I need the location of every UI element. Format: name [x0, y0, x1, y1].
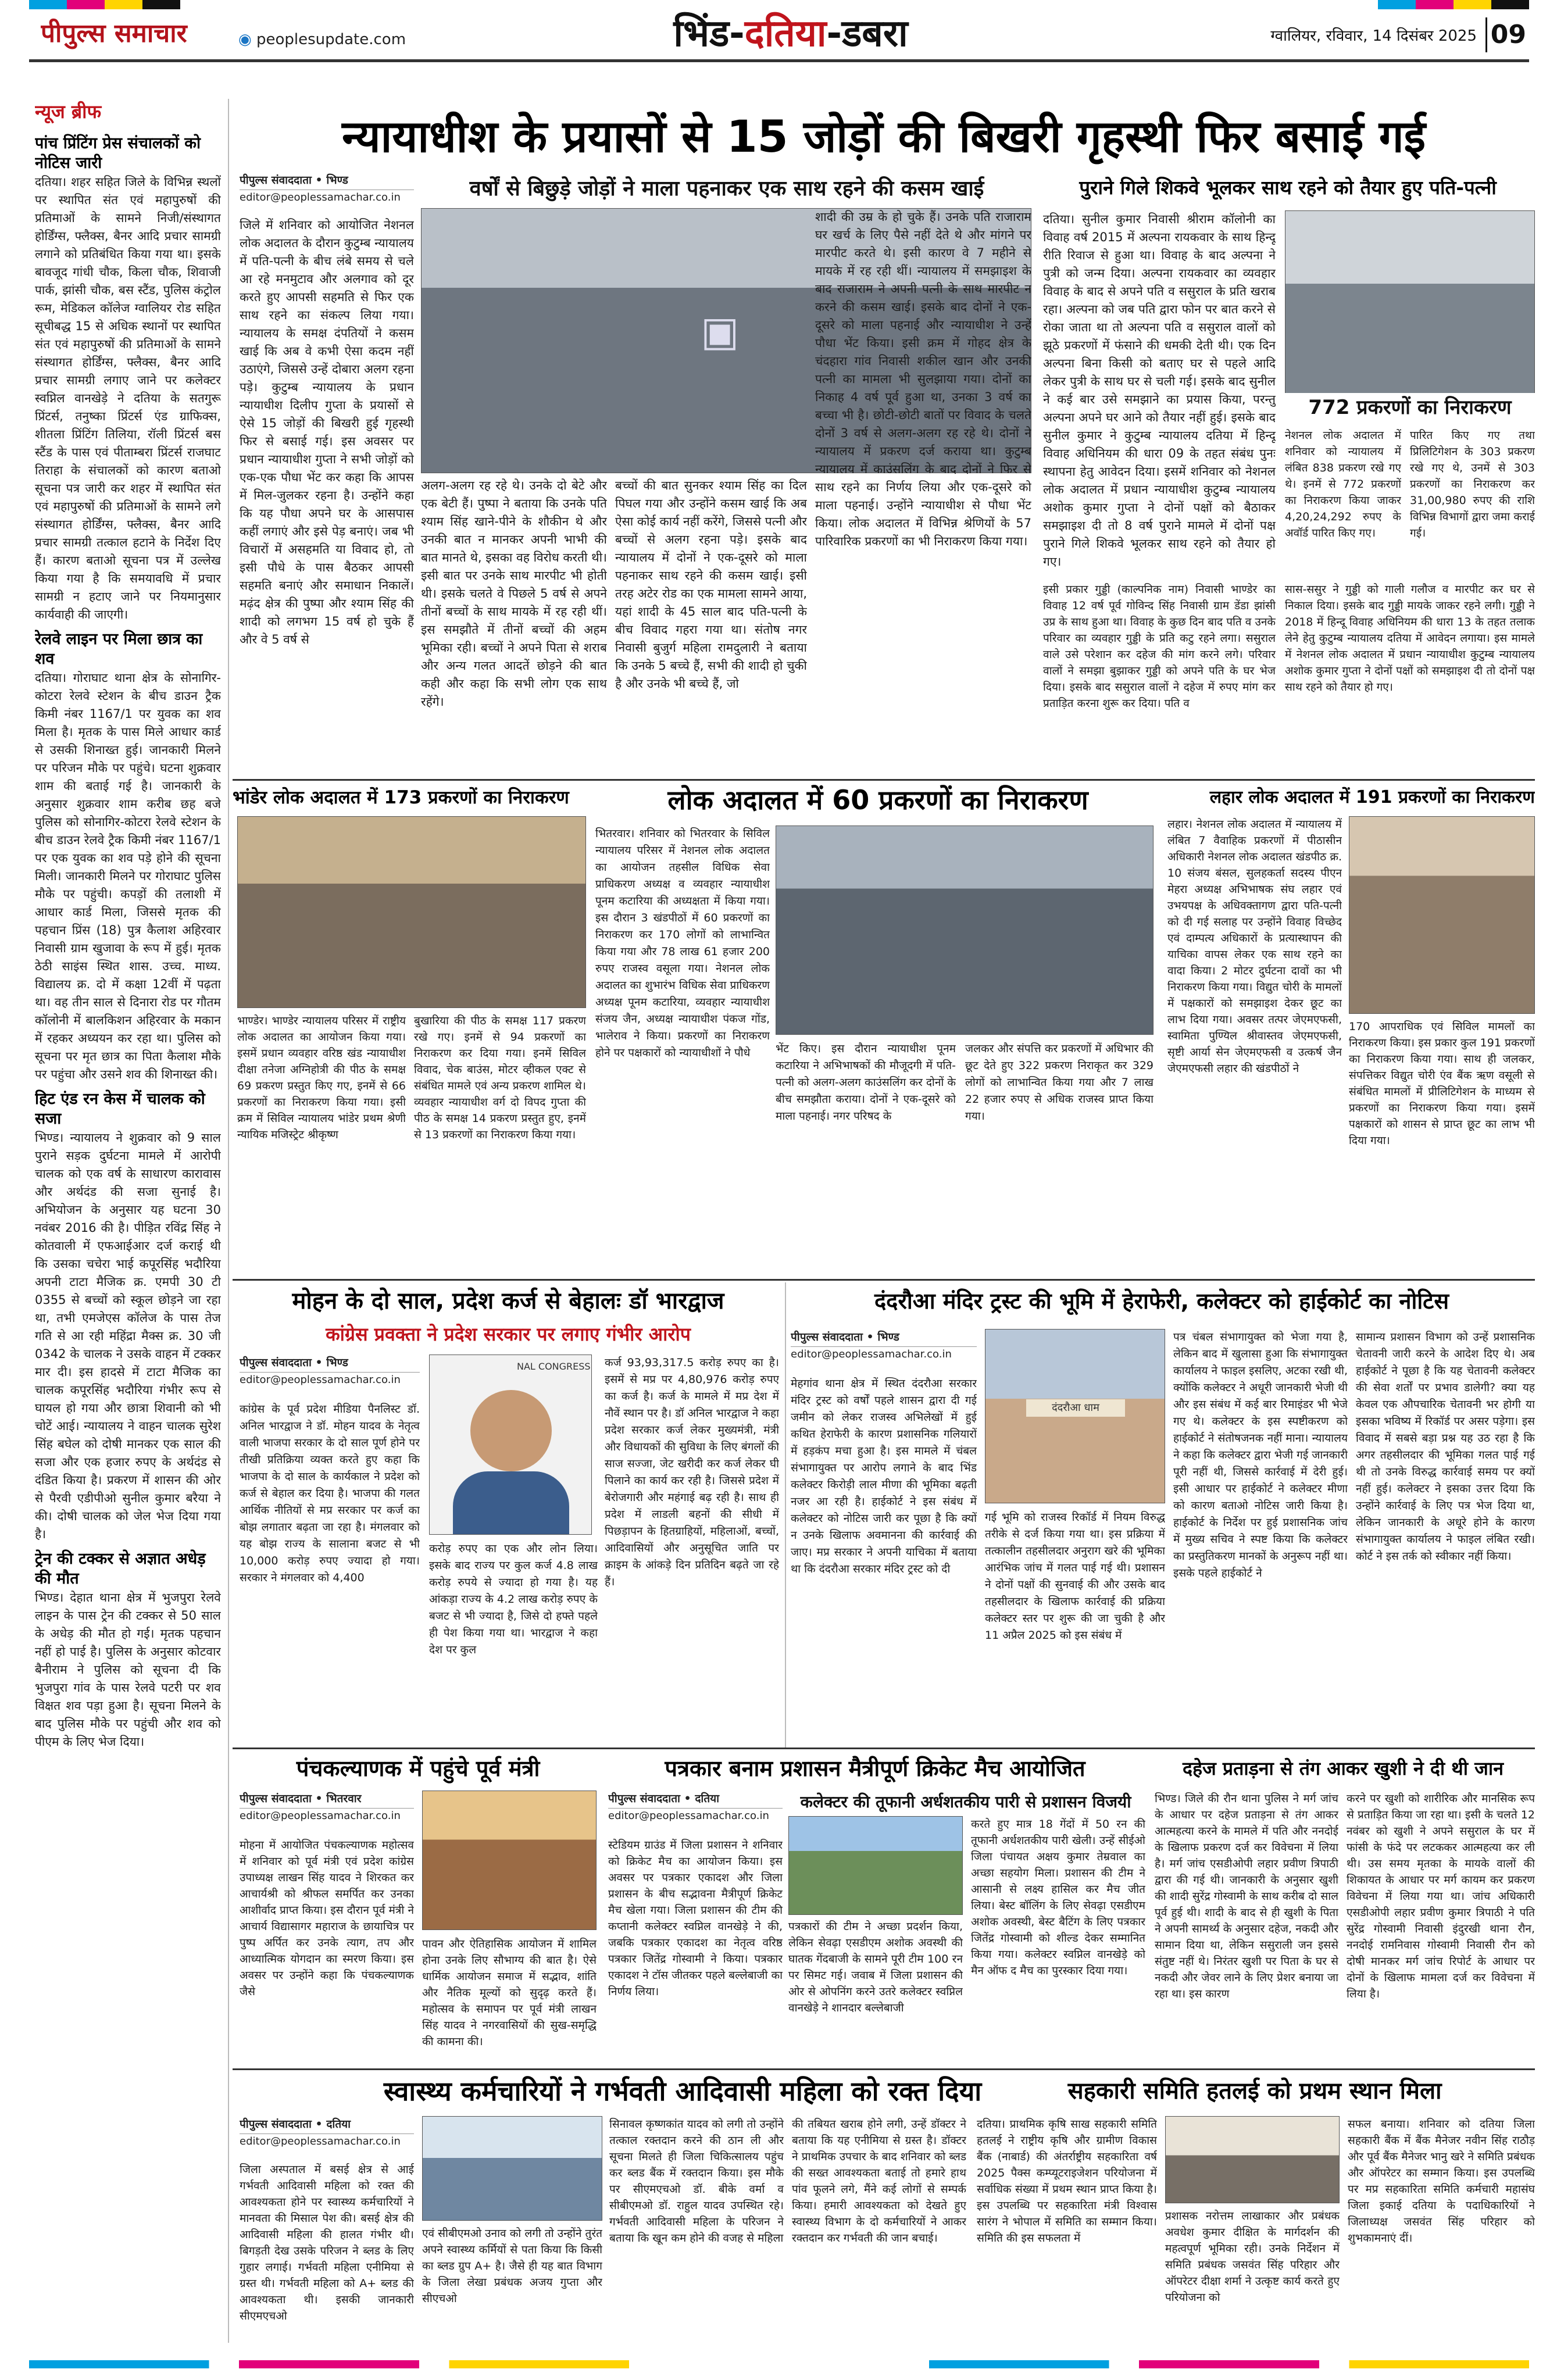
section-datia: दतिया: [744, 12, 827, 55]
cricket-headline[interactable]: पत्रकार बनाम प्रशासन मैत्रीपूर्ण क्रिकेट मैच आयोजित: [665, 1756, 1085, 1781]
health-headline[interactable]: स्वास्थ्य कर्मचारियों ने गर्भवती आदिवासी महिला को रक्त दिया: [383, 2075, 982, 2107]
right-column-3: पारित किए गए तथा प्रिलिटिगेशन के 303 प्रकरण रखे गए थे, उनमें से 303 प्रकरणों का निराकरण कर 31,00,980 रुपए की राशि विभिन्न विभागों द्वारा जमा कराई गई।: [1410, 429, 1535, 539]
brief-heading: हिट एंड रन केस में चालक को सजा: [35, 1090, 205, 1128]
right-photo-caption: 772 प्रकरणों का निराकरण: [1285, 393, 1535, 422]
registration-bar: [29, 2360, 1529, 2368]
panchkalyanak-photo: [422, 1791, 597, 1930]
lead-column-3: बच्चों की बात सुनकर श्याम सिंह का दिल पिघल गया और उन्होंने कसम खाई कि अब ऐसा कोई कार्य नहीं करेंगे, जिससे पत्नी और बच्चों से अलग रहना पड़े। इसके बाद न्यायालय में दोनों ने एक-दूसरे को माला पहनाकर साथ रहने की कसम खाई। इसी तरह अटेर रोड का एक मामला सामने आया, यहां शादी के 45 साल बाद पति-पत्नी के बीच विवाद गहरा गया था। संतोष नगर निवासी बुजुर्ग महिला रामदुलारी ने बताया कि उनके 5 बच्चे हैं, सभी की शादी हो चुकी है और उनके भी बच्चे हैं, जो: [615, 478, 807, 691]
byline-text: पीपुल्स संवाददाता • दतिया: [608, 1792, 720, 1805]
cricket-photo-title: कलेक्टर की तूफानी अर्धशतकीय पारी से प्रशासन विजयी: [800, 1792, 1131, 1811]
portrait-body: [453, 1471, 569, 1535]
lead-column-1: जिले में शनिवार को आयोजित नेशनल लोक अदालत के दौरान कुटुम्ब न्यायालय में पति-पत्नी के बीच लंबे समय से चले आ रहे मनमुटाव और अलगाव को दूर करते हुए आपसी सहमति से फिर एक साथ रहने का संकल्प लिया गया। न्यायालय के समक्ष दंपतियों ने कसम खाई कि अब वे कभी ऐसा कदम नहीं उठाएंगे, जिससे उन्हें दोबारा अलग रहना पड़े। कुटुम्ब न्यायालय के प्रधान न्यायाधीश दिलीप गुप्ता के प्रयासों से ऐसे 15 जोड़ों की बिखरी हुई गृहस्थी फिर से बसाई गई। इस अवसर पर प्रधान न्यायाधीश गुप्ता ने सभी जोड़ों को एक-एक पौधा भेंट कर कहा कि आपस में मिल-जुलकर रहना है। उन्होंने कहा कि यह पौधा अपने घर के आसपास कहीं लगाएं और इसे पेड़ बनाएं। जब भी विचारों में असहमति या विवाद हो, तो इसी पौधे के पास बैठकर आपसी सहमति बनाएं और समाधान निकालें। मढ़ंद क्षेत्र की पुष्पा और श्याम सिंह की शादी को लगभग 15 वर्ष हो चुके हैं और वे 5 वर्ष से: [240, 218, 414, 646]
lahar-column-2: 170 आपराधिक एवं सिविल मामलों का निराकरण किया। इस प्रकार कुल 191 प्रकरणों का निराकरण किया गया। साथ ही जलकर, संपत्तिकर विद्युत चोरी एंव बैंक ऋण वसूली से संबंधित मामलों में प्रीलिटिगेशन के माध्यम से प्रकरणों का निराकरण किया गया। इसमें पक्षकारों को शासन से प्राप्त छूट का लाभ भी दिया गया।: [1349, 1020, 1535, 1147]
dandraua-photo: [985, 1329, 1165, 1503]
color-bar-left: [29, 0, 180, 9]
byline-text: पीपुल्स संवाददाता • दतिया: [240, 2118, 351, 2131]
panchkalyanak-byline: [240, 1791, 414, 1831]
dandraua-column-2: गई भूमि को राजस्व रिकॉर्ड में नियम विरुद्ध तरीके से दर्ज किया गया था। इस प्रक्रिया में तत्कालीन तहसीलदार अनुराग खरे की भूमिका आरंभिक जांच में गलत पाई गई थी। प्रशासन ने दोनों पक्षों की सुनवाई की और उसके बाद तहसीलदार के खिलाफ कार्रवाई की प्रक्रिया कलेक्टर स्तर पर शुरू की जा चुकी है और 11 अप्रैल 2025 को इस संबंध में: [985, 1511, 1165, 1642]
byline-text: पीपुल्स संवाददाता • भिण्ड: [791, 1331, 899, 1343]
cricket-column-1: स्टेडियम ग्राउंड में जिला प्रशासन ने शनिवार को क्रिकेट मैच का आयोजन किया। इस अवसर पर पत्रकार एकादश और जिला प्रशासन के बीच सद्भावना मैत्रीपूर्ण क्रिकेट मैच खेला गया। जिला प्रशासन की टीम की कप्तानी कलेक्टर स्वप्निल वानखेड़े ने की, जबकि पत्रकार एकादश का नेतृत्व वरिष्ठ पत्रकार जितेंद्र गोस्वामी ने किया। पत्रकार एकादश ने टॉस जीतकर पहले बल्लेबाजी का निर्णय लिया।: [608, 1839, 783, 1998]
lead-column-4: शादी की उम्र के हो चुके हैं। उनके पति राजाराम घर खर्च के लिए पैसे नहीं देते थे और मांगने पर मारपीट करते थे। इसी कारण वे 7 महीने से मायके में रह रही थीं। न्यायालय में समझाइश के बाद राजाराम ने अपनी पत्नी के साथ मारपीट न करने की कसम खाई। इसके बाद दोनों ने एक-दूसरे को माला पहनाई और न्यायाधीश ने उन्हें पौधा भेंट किया। इसी क्रम में गोहद क्षेत्र के चंदहारा गांव निवासी शकील खान और उनकी पत्नी का मामला भी सुलझाया गया। दोनों का निकाह 4 वर्ष पूर्व हुआ था, उनका 3 वर्ष का बच्चा भी है। छोटी-छोटी बातों पर विवाद के चलते दोनों 3 वर्ष से अलग-अलग रह रहे थे। दोनों ने न्यायालय में प्रकरण दर्ज कराया था। कुटुम्ब न्यायालय में काउंसलिंग के बाद दोनों ने फिर से साथ रहने का निर्णय लिया और एक-दूसरे को माला पहनाई। उन्होंने न्यायाधीश से पौधा भेंट किया। लोक अदालत में विभिन्न श्रेणियों के 57 पारिवारिक प्रकरणों का भी निराकरण किया गया।: [815, 210, 1031, 548]
bhander-headline-text: भांडेर लोक अदालत में 173 प्रकरणों का निराकरण: [233, 787, 569, 808]
dowry-column-1: भिण्ड। जिले की रौन थाना पुलिस ने मर्ग जांच के आधार पर दहेज प्रताड़ना से तंग आकर आत्महत्या करने के मामले में पति और ननदोई के खिलाफ प्रकरण दर्ज कर विवेचना में लिया है। मर्ग जांच एसडीओपी लहार प्रवीण त्रिपाठी द्वारा की गई थी। जानकारी के अनुसार खुशी की शादी सुरेंद्र गोस्वामी के साथ करीब दो साल पूर्व हुई थी। शादी के बाद से ही खुशी के पिता ने अपनी सामर्थ्य के अनुसार दहेज, नकदी और सामान दिया था, लेकिन ससुराली जन इससे संतुष्ट नहीं थे। निरंतर खुशी पर पिता के घर से नकदी और जेवर लाने के लिए प्रेशर बनाया जा रहा था। इस कारण: [1155, 1792, 1338, 2000]
cricket-byline: [608, 1791, 783, 1831]
bhardwaj-column-1: कांग्रेस के पूर्व प्रदेश मीडिया पैनलिस्ट डॉ. अनिल भारद्वाज ने डॉ. मोहन यादव के नेतृत्व वाली भाजपा सरकार के दो साल पूर्ण होने पर तीखी प्रतिक्रिया व्यक्त करते हुए कहा कि भाजपा के दो साल के कार्यकाल ने प्रदेश को कर्ज से बेहाल कर दिया है। भाजपा की गलत आर्थिक नीतियों से मप्र सरकार पर कर्ज का बोझ लगातार बढ़ता जा रहा है। मंगलवार को यह बोझ राज्य के सालाना बजट से भी 10,000 करोड़ रुपए ज्यादा हो गया। सरकार ने मंगलवार को 4,400: [240, 1403, 420, 1584]
section-dabra: -डबरा: [826, 12, 908, 55]
bhardwaj-column-3: कर्ज 93,93,317.5 करोड़ रुपए का है। इसमें से मप्र पर 4,80,976 करोड़ रुपए का कर्ज है। कर्ज के मामले में मप्र देश में नौवें स्थान पर है। डॉ अनिल भारद्वाज ने कहा प्रदेश सरकार कर्ज लेकर मुख्यमंत्री, मंत्री और विधायकों की सुविधा के लिए बंगलों की साज सज्जा, जेट खरीदी कर कर्ज लेकर घी पिलाने का कार्य कर रही है। जिससे प्रदेश में बेरोजगारी और महंगाई बढ़ रही है। साथ ही प्रदेश में लाडली बहनों की सीधी में पिछड़ापन के हितग्राहियों, महिलाओं, बच्चों, आदिवासियों और अनुसूचित जाति पर क्राइम के आंकड़े दिन प्रतिदिन बढ़ते जा रहे हैं।: [605, 1356, 779, 1588]
brief-body: दतिया। शहर सहित जिले के विभिन्न स्थलों पर स्थापित संत एवं महापुरुषों की प्रतिमाओं के सामने निजी/संस्थागत होर्डिंग्स, फ्लैक्स, बैनर आदि प्रचार सामग्री लगाने को प्रतिबंधित किया गया था। इसके बावजूद गांधी चौक, किला चौक, शिवाजी पार्क, झांसी चौक, बस स्टैंड, पुलिस कंट्रोल रूम, मेडिकल कॉलेज ग्वालियर रोड सहित सूचीबद्ध 15 से अधिक स्थानों पर स्थापित संत एवं महापुरुषों की प्रतिमाओं के सामने संस्थागत होर्डिंग्स, फ्लैक्स, बैनर आदि प्रचार सामग्री लगाए जाने पर कलेक्टर स्वप्निल वानखेड़े ने दतिया के सतगुरू प्रिंटर्स, तनुष्का प्रिंटर्स एंड ग्राफिक्स, शीतला प्रिंटिंग तिलिया, रॉली प्रिंटर्स बस स्टैंड के पास एवं पीताम्बरा प्रिंटर्स राजघाट तिराहा के संचालकों को कारण बताओ सूचना पत्र जारी कर शहर में स्थापित संत एवं महापुरुषों की प्रतिमाओं के सामने लगे संस्थागत होर्डिंग्स, फ्लैक्स, बैनर आदि प्रचार सामग्री तत्काल हटाने के निर्देश दिए हैं। कारण बताओ सूचना पत्र में उल्लेख किया गया है कि समयावधि में प्रचार सामग्री न हटाए जाने पर नियमानुसार कार्यवाही की जाएगी।: [35, 175, 221, 621]
health-byline: [240, 2116, 414, 2157]
dandraua-column-1: मेहगांव थाना क्षेत्र में स्थित दंदरौआ सरकार मंदिर ट्रस्ट को वर्षों पहले शासन द्वारा दी गई जमीन को लेकर राजस्व अभिलेखों में हुई कथित हेराफेरी के कारण प्रशासनिक गलियारों में हड़कंप मचा हुआ है। इस मामले में चंबल संभागायुक्त पर आरोप लगाने के बाद भिंड कलेक्टर किरोड़ी लाल मीणा की भूमिका बढ़ती नजर आ रही है। हाईकोर्ट ने इस संबंध में कलेक्टर को नोटिस जारी कर पूछा है कि क्यों न उनके खिलाफ अवमानना की कार्रवाई की जाए। मप्र सरकार ने अपनी याचिका में बताया था कि दंदरौआ सरकार मंदिर ट्रस्ट को दी: [791, 1377, 977, 1575]
dowry-headline[interactable]: दहेज प्रताड़ना से तंग आकर खुशी ने दी थी जान: [1183, 1757, 1504, 1779]
news-brief-column: [35, 134, 221, 2337]
cricket-column-3: करते हुए मात्र 18 गेंदों में 50 रन की तूफानी अर्धशतकीय पारी खेली। उन्हें सीईओ जिला पंचायत अक्षय कुमार तेम्रवाल का अच्छा सहयोग मिला। प्रशासन की टीम ने आसानी से लक्ष्य हासिल कर मैच जीत लिया। बेस्ट बॉलिंग के लिए सेवढ़ा एसडीएम अशोक अवस्थी, बेस्ट बैटिंग के लिए पत्रकार जितेंद्र गोस्वामी को शील्ड देकर सम्मानित किया गया। कलेक्टर स्वप्निल वानखेड़े को मैन ऑफ द मैच का पुरस्कार दिया गया।: [971, 1818, 1145, 1977]
bhardwaj-byline: [240, 1355, 420, 1395]
health-column-4: की तबियत खराब होने लगी, उन्हें डॉक्टर ने बताया कि यह एनीमिया से ग्रस्त है। डॉक्टर ने प्राथमिक उपचार के बाद शनिवार को ब्लड की सख्त आवश्यकता बताई तो हमारे हाथ पांव फूलने लगे, मैंने कई लोगों से सम्पर्क किया। हमारी आवश्यकता को देखते हुए स्वास्थ्य विभाग के दो कर्मचारियों ने आकर रक्तदान कर गर्भवती की जान बचाई।: [792, 2118, 966, 2245]
health-photo: [422, 2116, 602, 2221]
section-title: [610, 10, 971, 57]
masthead: [0, 0, 1557, 64]
byline-text: पीपुल्स संवाददाता • भितरवार: [240, 1792, 362, 1805]
dowry-column-2: करने पर खुशी को शारीरिक और मानसिक रूप से प्रताड़ित किया जा रहा था। इसी के चलते 12 नवंबर को खुशी ने अपने ससुराल के घर में फांसी के फंदे पर लटककर आत्महत्या कर ली थी। उस समय मृतका के मायके वालों की शिकायत के आधार पर मर्ग कायम कर प्रकरण विवेचना में लिया गया था। जांच अधिकारी एसडीओपी लहार प्रवीण कुमार त्रिपाठी ने पति सुरेंद्र गोस्वामी निवासी इंदुरखी थाना रौन, ननदोई रामनिवास गोस्वामी निवासी रौन को दोषी मानकर मर्ग जांच रिपोर्ट के आधार पर दोनों के खिलाफ मामला दर्ज कर विवेचना में लिया है।: [1347, 1792, 1535, 2000]
site-url-text: peoplesupdate.com: [256, 31, 406, 48]
lok-adalat-column-2: भेंट किए। इस दौरान न्यायाधीश पूनम कटारिया ने अभिभाषकों की मौजूदगी में पति-पत्नी को अलग-अलग काउंसलिंग कर दोनों के बीच समझौता कराया। दोनों ने एक-दूसरे को माला पहनाई। नगर परिषद के: [776, 1042, 956, 1123]
globe-icon: ◉: [238, 31, 256, 48]
news-brief-label: न्यूज ब्रीफ: [35, 101, 102, 123]
cricket-column-2: पत्रकारों की टीम ने अच्छा प्रदर्शन किया, लेकिन सेवढ़ा एसडीएम अशोक अवस्थी की घातक गेंदबाजी के सामने पूरी टीम 100 रन पर सिमट गई। जवाब में जिला प्रशासन की ओर से ओपनिंग करने उतरे कलेक्टर स्वप्निल वानखेड़े ने शानदार बल्लेबाजी: [788, 1920, 963, 2014]
bhander-column-2: बुखारिया की पीठ के समक्ष 117 प्रकरण रखे गए। इनमें से 94 प्रकरणों का निराकरण कर दिया गया। इनमें सिविल विवाद, चेक बाउंस, मोटर व्हीकल एक्ट से संबंधित मामले एवं अन्य प्रकरण शामिल थे। व्यवहार न्यायाधीश वर्ग दो विपद गुप्ता की पीठ के समक्ष 14 प्रकरण प्रस्तुत हुए, इनमें से 13 प्रकरणों का निराकरण किया गया।: [414, 1014, 586, 1141]
brief-item: [35, 630, 221, 1084]
right-photo: [1285, 210, 1535, 394]
panchkalyanak-headline[interactable]: पंचकल्याणक में पहुंचे पूर्व मंत्री: [296, 1756, 540, 1781]
lead-subhead: वर्षों से बिछुड़े जोड़ों ने माला पहनाकर एक साथ रहने की कसम खाई: [469, 177, 984, 201]
bhardwaj-headline[interactable]: मोहन के दो साल, प्रदेश कर्ज से बेहालः डॉ भारद्वाज: [292, 1288, 724, 1314]
section-bhind: भिंड-: [673, 12, 745, 55]
cooperative-column-2: प्रशासक नरोत्तम लाखाकार और प्रबंधक अवधेश कुमार दीक्षित के मार्गदर्शन की महत्वपूर्ण भूमिका रही। उनके निर्देशन में समिति प्रबंधक जसवंत सिंह परिहार और ऑपरेटर दीक्षा शर्मा ने उत्कृष्ट कार्य करते हुए परियोजना को: [1165, 2210, 1340, 2304]
health-column-3: सिनावल कृष्णकांत यादव को लगी तो उन्होंने तत्काल रक्तदान करने की ठान ली और सूचना मिलते ही जिला चिकित्सालय पहुंच कर ब्लड बैंक में रक्तदान किया। इस मौके पर सीएमएचओ डॉ. बीके वर्मा व सीबीएमओ डॉ. राहुल यादव उपस्थित रहे। गर्भवती आदिवासी महिला के परिजन ने बताया कि खून कम होने की वजह से महिला: [609, 2118, 784, 2245]
lok-adalat-column-3: जलकर और संपत्ति कर प्रकरणों में अधिभार की छूट देते हुए 322 प्रकरण निराकृत कर 329 लोगों को लाभान्वित किया गया और 7 लाख 22 हजार रुपए से अधिक राजस्व प्राप्त किया गया।: [965, 1042, 1154, 1123]
brief-body: भिण्ड। देहात थाना क्षेत्र में भुजपुरा रेलवे लाइन के पास ट्रेन की टक्कर से 50 साल के अधेड़ की मौत हो गई। मृतक पहचान नहीं हो पाई है। पुलिस के अनुसार कोटवार बैनीराम ने पुलिस को सूचना दी कि भुजपुरा गांव के पास रेलवे पटरी पर शव विक्षत शव पड़ा हुआ है। सूचना मिलने के बाद पुलिस मौके पर पहुंची और शव को पीएम के लिए भेज दिया।: [35, 1591, 221, 1749]
masthead-rule: [29, 59, 1529, 62]
lead-headline[interactable]: न्यायाधीश के प्रयासों से 15 जोड़ों की बिखरी गृहस्थी फिर बसाई गई: [342, 110, 1426, 162]
brief-body: भिण्ड। न्यायालय ने शुक्रवार को 9 साल पुराने सड़क दुर्घटना मामले में आरोपी चालक को एक वर्ष के साधारण कारावास और अर्थदंड की सजा सुनाई है। अभियोजन के अनुसार यह घटना 30 नवंबर 2016 की है। पीड़ित रविंद्र सिंह ने कोतवाली में एफआईआर दर्ज कराई थी कि उसका चचेरा भाई कपूरसिंह भदौरिया अपनी टाटा मैजिक क्र. एमपी 30 टी 0355 से बच्चों को स्कूल छोड़ने जा रहा था, तभी एमजेएस कॉलेज के पास तेज गति से आ रही महिंद्रा मैक्स क्र. 30 जी 0342 के चालक ने उसके वाहन में टक्कर मार दी। इस हादसे में टाटा मैजिक का चालक कपूरसिंह भदौरिया गंभीर रूप से घायल हो गया और छात्रा शिवानी को भी चोटें आई। न्यायालय ने वाहन चालक सुरेश सिंह बघेल को दोषी मानकर एक साल की सजा और एक हजार रुपए के अर्थदंड से दंडित किया है। प्रकरण में शासन की ओर से पैरवी एडीपीओ सुनील कुमार बरैया ने की। दोषी चालक को जेल भेज दिया गया है।: [35, 1131, 221, 1541]
right-column-2: नेशनल लोक अदालत में शनिवार को न्यायालय में लंबित 838 प्रकरण रखे गए थे। इनमें से 772 प्रकरणों का निराकरण किया जाकर 4,20,24,292 रुपए के अवॉर्ड पारित किए गए।: [1285, 429, 1401, 539]
right-column-4: इसी प्रकार गुड्डी (काल्पनिक नाम) निवासी भाण्डेर का विवाह 12 वर्ष पूर्व गोविन्द सिंह निवासी ग्राम डेंडा झांसी उप्र के साथ हुआ था। विवाह के कुछ दिन बाद पति व उनके परिवार का व्यवहार गुड्डी के प्रति कटु रहने लगा। ससुराल वाले उसे परेशान कर दहेज की मांग करने लगे। परिवार वालों ने समझा बुझाकर गुड्डी को अपने पति के घर भेज दिया। इसके बाद ससुराल वालों ने दहेज में रुपए मांग कर प्रताड़ित करना शुरू कर दिया। पति व: [1043, 583, 1276, 710]
lead-column-2: अलग-अलग रह रहे थे। उनके दो बेटे और एक बेटी हैं। पुष्पा ने बताया कि उनके पति श्याम सिंह खाने-पीने के शौकीन थे और उनकी बात न मानकर अपनी भाभी की बात मानते थे, इसका वह विरोध करती थी। इसी बात पर उनके साथ मारपीट भी होती थी। इसके चलते वे पिछले 5 वर्ष से अपने तीनों बच्चों के साथ मायके में रह रही थीं। इस समझौते में तीनों बच्चों की अहम भूमिका रही। बच्चों ने अपने पिता से शराब और अन्य गलत आदतें छोड़ने की बात कही और कहा कि सभी लोग एक साथ रहेंगे।: [421, 478, 607, 709]
site-url-link[interactable]: [238, 28, 436, 51]
dandraua-byline: [791, 1329, 977, 1370]
dandraua-headline[interactable]: दंदरौआ मंदिर ट्रस्ट की भूमि में हेराफेरी, कलेक्टर को हाईकोर्ट का नोटिस: [874, 1288, 1449, 1314]
brief-item: [35, 1549, 221, 1751]
health-column-2: एवं सीबीएमओ उनाव को लगी तो उन्होंने तुरंत अपने स्वास्थ्य कर्मियों से पता किया कि किसी का ब्लड ग्रुप A+ है। जैसे ही यह बात विभाग के जिला लेखा प्रबंधक अजय गुप्ता और सीएचओ: [422, 2227, 602, 2305]
page-number: 09: [1485, 17, 1526, 52]
bhander-headline[interactable]: [233, 784, 590, 812]
cooperative-column-3: सफल बनाया। शनिवार को दतिया जिला सहकारी बैंक में बैंक मैनेजर नवीन सिंह राठौड़ और पूर्व बैंक मैनेजर भानु खरे ने समिति प्रबंधक और ऑपरेटर का सम्मान किया। इस उपलब्धि पर मप्र सहकारिता समिति कर्मचारी महासंघ जिला इकाई दतिया के पदाधिकारियों ने जिलाध्यक्ष जसवंत सिंह परिहार को शुभकामनाएं दीं।: [1348, 2118, 1535, 2245]
bhander-photo: [237, 816, 586, 1008]
bhander-column-1: भाण्डेर। भाण्डेर न्यायालय परिसर में राष्ट्रीय लोक अदालत का आयोजन किया गया। इसमें प्रधान व्यवहार वरिष्ठ खंड न्यायाधीश दीक्षा तनेजा अग्निहोत्री की पीठ के समक्ष 69 प्रकरण प्रस्तुत किए गए, इनमें से 66 प्रकरणों का निराकरण किया गया। इसी क्रम में सिविल न्यायालय भांडेर प्रथम श्रेणी न्यायिक मजिस्ट्रेट श्रीकृष्ण: [237, 1014, 406, 1141]
color-bar-right: [1378, 0, 1529, 9]
byline-text: पीपुल्स संवाददाता • भिण्ड: [240, 174, 348, 187]
cricket-photo: [788, 1816, 963, 1915]
brief-heading: ट्रेन की टक्कर से अज्ञात अधेड़ की मौत: [35, 1550, 206, 1588]
panchkalyanak-column-2: पावन और ऐतिहासिक आयोजन में शामिल होना उनके लिए सौभाग्य की बात है। ऐसे धार्मिक आयोजन समाज में सद्भाव, शांति और नैतिक मूल्यों को सुदृढ़ करते हैं। महोत्सव के समापन पर पूर्व मंत्री लाखन सिंह यादव ने नगरवासियों की सुख-समृद्धि की कामना की।: [422, 1938, 597, 2048]
brief-item: [35, 134, 221, 624]
lahar-photo: [1349, 816, 1535, 1014]
lok-adalat-headline[interactable]: लोक अदालत में 60 प्रकरणों का निराकरण: [667, 784, 1088, 816]
byline-email[interactable]: editor@peoplessamachar.co.in: [240, 1372, 420, 1386]
bhardwaj-column-2: करोड़ रुपए का एक और लोन लिया। इसके बाद राज्य पर कुल कर्ज 4.8 लाख करोड़ रुपये से ज्यादा हो गया है। यह आंकड़ा राज्य के 4.2 लाख करोड़ रुपए के बजट से भी ज्यादा है, जिसे दो हफ्ते पहले ही पेश किया गया था। भारद्वाज ने कहा देश पर कुल: [429, 1542, 598, 1656]
brief-heading: रेलवे लाइन पर मिला छात्र का शव: [35, 630, 203, 668]
newspaper-logo[interactable]: पीपुल्स समाचार: [41, 19, 187, 48]
right-column-1: दतिया। सुनील कुमार निवासी श्रीराम कॉलोनी का विवाह वर्ष 2015 में अल्पना रायकवार के साथ हिन्दू रीति रिवाज से हुआ था। विवाह के बाद अल्पना ने पुत्री को जन्म दिया। अल्पना रायकवार का व्यवहार विवाह के बाद से अपने पति व ससुराल के प्रति खराब रहा। अल्पना को जब पति द्वारा फोन पर बात करने से रोका जाता था तो अल्पना पति व ससुराल वालों को झूठे प्रकरणों में फंसाने की धमकी देती थी। एक दिन अल्पना बिना किसी को बताए घर से पहले आदि लेकर पुत्री के साथ घर से चली गई। इसके बाद सुनील ने कई बार उसे समझाने का प्रयास किया, परन्तु अल्पना अपने घर आने को तैयार नहीं हुई। इसके बाद सुनील कुमार ने कुटुम्ब न्यायालय दतिया में हिन्दू विवाह अधिनियम की धारा 09 के तहत संबंध पुनः स्थापना हेतु आवेदन दिया। इसमें शनिवार को नेशनल लोक अदालत में प्रधान न्यायाधीश कुटुम्ब न्यायालय अशोक कुमार गुप्ता ने दोनों पक्षों को बैठाकर समझाइश दी तो 8 वर्ष पुराने मामले में दोनों पक्ष पुराने गिले शिकवे भूलकर साथ रहने को तैयार हो गए।: [1043, 212, 1276, 569]
right-column-5: सास-ससुर ने गुड्डी को गाली गलौज व मारपीट कर घर से निकाल दिया। इसके बाद गुड्डी मायके जाकर रहने लगी। गुड्डी ने 2018 में हिन्दू विवाह अधिनियम की धारा 13 के तहत तलाक लेने हेतु कुटुम्ब न्यायालय दतिया में आवेदन लगाया। इस मामले में नेशनल लोक अदालत में प्रधान न्यायाधीश कुटुम्ब न्यायालय अशोक कुमार गुप्ता ने दोनों पक्षों को समझाइश दी तो दोनों पक्ष साथ रहने को तैयार हो गए।: [1285, 583, 1535, 694]
cooperative-headline[interactable]: सहकारी समिति हतलई को प्रथम स्थान मिला: [1067, 2078, 1442, 2104]
byline-email[interactable]: editor@peoplessamachar.co.in: [240, 2134, 414, 2147]
byline-email[interactable]: editor@peoplessamachar.co.in: [240, 1808, 414, 1822]
section-rule: [233, 2068, 1535, 2070]
dateline: ग्वालियर, रविवार, 14 दिसंबर 2025: [1270, 27, 1477, 45]
cooperative-photo: [1165, 2116, 1340, 2203]
byline-text: पीपुल्स संवाददाता • भिण्ड: [240, 1356, 348, 1369]
bhardwaj-subhead: कांग्रेस प्रवक्ता ने प्रदेश सरकार पर लगाए गंभीर आरोप: [326, 1323, 691, 1345]
health-column-1: जिला अस्पताल में बसई क्षेत्र से आई गर्भवती आदिवासी महिला को रक्त की आवश्यकता होने पर स्वास्थ्य कर्मचारियों ने मानवता की मिसाल पेश की। बसई क्षेत्र की आदिवासी महिला की हालत गंभीर थी। बिगड़ती देख उसके परिजन ने ब्लड के लिए गुहार लगाई। गर्भवती महिला एनीमिया से ग्रस्त थी। गर्भवती महिला को A+ ब्लड की आवश्यकता थी। इसकी जानकारी सीएमएचओ: [240, 2163, 414, 2322]
portrait-icon: [470, 1390, 552, 1471]
byline-email[interactable]: editor@peoplessamachar.co.in: [608, 1808, 783, 1822]
column-divider: [785, 1282, 786, 1748]
lead-byline: [240, 172, 414, 213]
photo-sign-text: दंदरौआ धाम: [1026, 1399, 1125, 1417]
right-headline[interactable]: पुराने गिले शिकवे भूलकर साथ रहने को तैयार हुए पति-पत्नी: [1079, 176, 1497, 199]
bhardwaj-photo: [429, 1355, 592, 1535]
dandraua-column-3: पत्र चंबल संभागायुक्त को भेजा गया है, लेकिन बाद में खुलासा हुआ कि संभागायुक्त कार्यालय ने फाइल इसलिए, अटका रखी थी, क्योंकि कलेक्टर ने अधूरी जानकारी भेजी थी और इस संबंध में कई बार रिमाइंडर भी भेजे गए थे। कलेक्टर के इस स्पष्टीकरण को हाईकोर्ट ने संतोषजनक नहीं माना। न्यायालय ने कहा कि कलेक्टर द्वारा भेजी गई जानकारी पूरी नहीं थी, जिससे कार्रवाई में देरी हुई। इसी आधार पर हाईकोर्ट ने कलेक्टर मीणा को कारण बताओ नोटिस जारी किया है। हाईकोर्ट के निर्देश पर हुई प्रशासनिक जांच में मुख्य सचिव ने स्पष्ट किया कि कलेक्टर का प्रस्तुतिकरण मानकों के अनुरूप नहीं था। इसके पहले हाईकोर्ट ने: [1173, 1331, 1348, 1579]
brief-item: [35, 1089, 221, 1543]
section-rule: [233, 779, 1535, 781]
lok-adalat-column-1: भितरवार। शनिवार को भितरवार के सिविल न्यायालय परिसर में नेशनल लोक अदालत का आयोजन तहसील विधिक सेवा प्राधिकरण अध्यक्ष व व्यवहार न्यायाधीश पूनम कटारिया की अध्यक्षता में किया गया। इस दौरान 3 खंडपीठों में 60 प्रकरणों का निराकरण कर 170 लोगों को लाभान्वित किया गया और 78 लाख 61 हजार 200 रुपए राजस्व वसूला गया। नेशनल लोक अदालत का शुभारंभ विधिक सेवा प्राधिकरण अध्यक्ष पूनम कटारिया, व्यवहार न्यायाधीश संजय जैन, अध्यक्ष न्यायाधीश पंकज गोंड, भालेराव ने किया। प्रकरणों का निराकरण होने पर पक्षकारों को न्यायाधीशों ने पौधे: [595, 827, 770, 1059]
lok-adalat-photo: [776, 826, 1154, 1035]
dandraua-column-4: सामान्य प्रशासन विभाग को उन्हें प्रशासनिक चेतावनी जारी करने के आदेश दिए थे। अब हाईकोर्ट ने पूछा है कि यह चेतावनी कलेक्टर की सेवा शर्तों पर प्रभाव डालेगी? क्या यह केवल एक औपचारिक चेतावनी भर होगी या इसका भविष्य में रिकॉर्ड पर असर पड़ेगा। इस विवाद में सबसे बड़ा प्रश्न यह उठ रहा है कि अगर तहसीलदार की भूमिका गलत पाई गई थी तो उनके विरुद्ध कार्रवाई समय पर क्यों नहीं हुई। कलेक्टर ने इसका उत्तर दिया कि उन्होंने कार्रवाई के लिए पत्र भेज दिया था, लेकिन जानकारी के अधूरे होने के कारण संभागायुक्त कार्यालय ने फाइल लंबित रखी। कोर्ट ने इस तर्क को स्वीकार नहीं किया।: [1356, 1331, 1535, 1563]
brief-heading: पांच प्रिंटिंग प्रेस संचालकों को नोटिस जारी: [35, 134, 201, 172]
section-rule: [233, 1279, 1535, 1281]
byline-email[interactable]: editor@peoplessamachar.co.in: [240, 190, 414, 203]
photo-placeholder-icon: ▣: [701, 308, 740, 355]
brief-body: दतिया। गोराघाट थाना क्षेत्र के सोनागिर-कोटरा रेलवे स्टेशन के बीच डाउन ट्रैक किमी नंबर 1167/1 पर युवक का शव मिला है। मृतक के पास मिले आधार कार्ड से उसकी शिनाख्त हुई। जानकारी मिलने पर परिजन मौके पर पहुंचे। घटना शुक्रवार शाम की बताई गई है। जानकारी के अनुसार शुक्रवार शाम करीब छह बजे पुलिस को सोनागिर-कोटरा रेलवे स्टेशन के बीच डाउन रेलवे ट्रैक किमी नंबर 1167/1 पर एक युवक का शव पड़े होने की सूचना मिली। जानकारी मिलने पर गोराघाट पुलिस मौके पर पहुंची। कपड़ों की तलाशी में आधार कार्ड मिला, जिससे मृतक की पहचान प्रिंस (18) पुत्र कैलाश अहिरवार निवासी ग्राम खुजावा के रूप में हुई। मृतक ठेठी साइंस स्थित शास. उच्च. माध्य. विद्यालय क्र. दो में कक्षा 12वीं में पढ़ता था। वह तीन साल से दिनारा रोड पर गौतम कॉलोनी में बालकिशन अहिरवार के मकान में रहकर अध्ययन कर रहा था। पुलिस को सूचना पर मृत छात्र का पिता कैलाश मौके पर पहुंचा और उसने शव की शिनाख्त की।: [35, 671, 221, 1081]
byline-email[interactable]: editor@peoplessamachar.co.in: [791, 1346, 977, 1360]
cooperative-column-1: दतिया। प्राथमिक कृषि साख सहकारी समिति हतलई ने राष्ट्रीय कृषि और ग्रामीण विकास बैंक (नाबार्ड) की अंतर्राष्ट्रीय सहकारिता वर्ष 2025 पैक्स कम्प्यूटराइजेशन परियोजना में सर्वाधिक संख्या में प्रथम स्थान प्राप्त किया है। इस उपलब्धि पर सहकारिता मंत्री विश्वास सारंग ने भोपाल में समिति का सम्मान किया। समिति की इस सफलता में: [977, 2118, 1157, 2245]
column-divider: [228, 99, 229, 2343]
lahar-headline[interactable]: लहार लोक अदालत में 191 प्रकरणों का निराकरण: [1209, 787, 1535, 807]
panchkalyanak-column-1: मोहना में आयोजित पंचकल्याणक महोत्सव में शनिवार को पूर्व मंत्री एवं प्रदेश कांग्रेस उपाध्यक्ष लाखन सिंह यादव ने शिरकत कर आचार्यश्री को श्रीफल समर्पित कर उनका आशीर्वाद प्राप्त किया। इस दौरान पूर्व मंत्री ने आचार्य विद्यासागर महाराज के छायाचित्र पर पुष्प अर्पित कर उनके त्याग, तप और आध्यात्मिक योगदान का स्मरण किया। इस अवसर पर उन्होंने कहा कि पंचकल्याणक जैसे: [240, 1839, 414, 1998]
lahar-column-1: लहार। नेशनल लोक अदालत में न्यायालय में लंबित 7 वैवाहिक प्रकरणों में पीठासीन अधिकारी नेशनल लोक अदालत खंडपीठ क्र. 10 संजय बंसल, सुलहकर्ता सदस्य पीएन मेहरा अध्यक्ष अभिभाषक संघ लहार एवं उभयपक्ष के अधिवक्तागण द्वारा पति-पत्नी को दी गई सलाह पर उन्होंने विवाह विच्छेद एवं दाम्पत्य अधिकारों के प्रत्यास्थापन की याचिका वापस लेकर एक साथ रहने का वादा किया। 2 मोटर दुर्घटना दावों का भी निराकरण किया गया। विद्युत चोरी के मामलों में पक्षकारों को समझाइश देकर छूट का लाभ दिया गया। अवसर तत्पर जेएमएफसी, स्वामिता पुण्यिल श्रीवास्तव जेएमएफसी, सृष्टी आर्या सेन जेएमएफसी व उत्कर्ष जैन जेएमएफसी लहार की खंडपीठों ने: [1167, 818, 1342, 1075]
section-rule: [233, 1748, 1535, 1749]
photo-banner-text: NAL CONGRESS: [517, 1361, 591, 1372]
